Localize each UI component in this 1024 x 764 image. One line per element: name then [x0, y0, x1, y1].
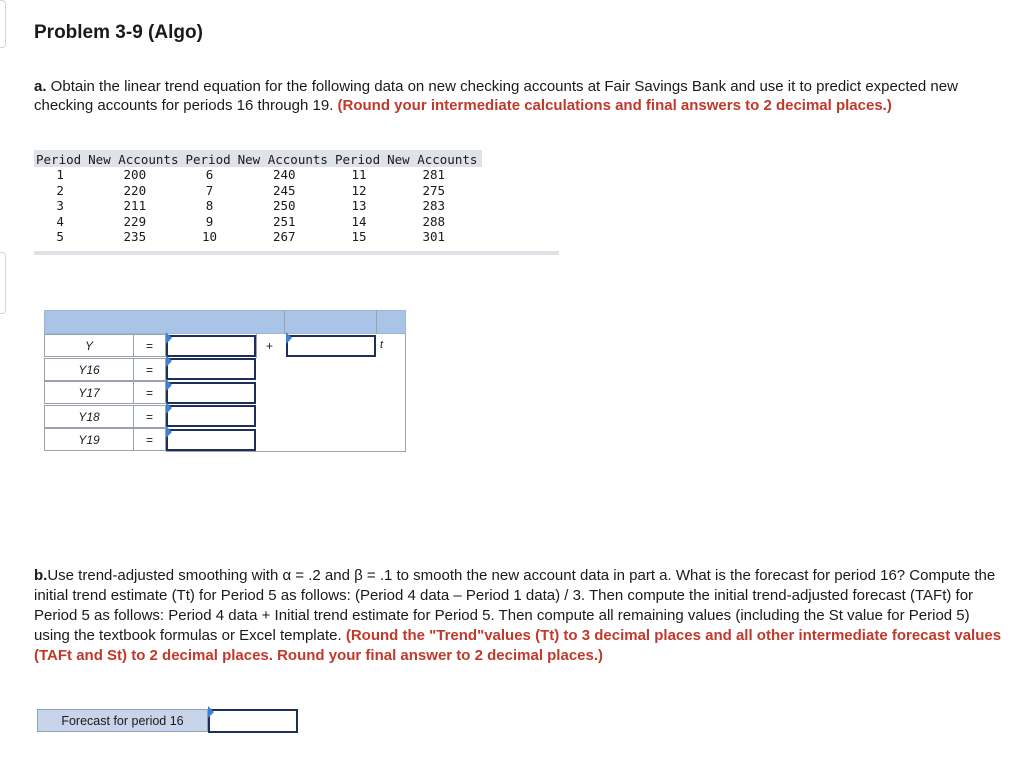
column-header: Period: [183, 150, 235, 167]
forecast-period-16-input[interactable]: [208, 709, 298, 733]
accounts-cell: 275: [422, 182, 446, 198]
column-header: New Accounts: [86, 150, 183, 167]
table-row: [34, 198, 482, 214]
grid-divider: [405, 334, 406, 452]
column-header: New Accounts: [236, 150, 333, 167]
part-a-text: Obtain the linear trend equation for the following data on new checking accounts at Fair Savings Bank and use it to predict expected new checking accounts for periods 16 through 19.: [34, 78, 958, 114]
period-cell: 1: [56, 167, 64, 183]
table-row: [34, 183, 482, 199]
grid-header-bar: [44, 310, 406, 334]
trend-equation-grid: [44, 310, 406, 452]
problem-title: Problem 3-9 (Algo): [34, 22, 203, 43]
part-a-lead: a.: [34, 78, 47, 95]
grid-divider: [256, 334, 257, 358]
accounts-cell: 240: [272, 167, 296, 183]
y18-input[interactable]: [166, 405, 256, 427]
accounts-cell: 251: [272, 213, 296, 229]
table-row: [34, 229, 482, 245]
row-label-y18: Y18: [44, 405, 134, 428]
grid-divider: [284, 310, 285, 334]
side-tab-edge: [0, 252, 6, 314]
row-label-y17: Y17: [44, 381, 134, 404]
accounts-cell: 288: [422, 213, 446, 229]
column-header: New Accounts: [385, 150, 482, 167]
part-b-text: Use trend-adjusted smoothing with α = .2 and β = .1 to smooth the new account data in part a. What is the forecast for period 16? Compute the initial trend estimate (Tt) for Period 5 as follows: (Period 4 data – Period 1 data) / 3. Then compute the initial trend-adjusted forecast (TAFt) for Period 5 as follows: Period 4 data + Initial trend estimate for Period 5. Then compute all remaining values (including the St value for Period 5) using the textbook formulas or Excel template.: [34, 567, 996, 644]
period-cell: 5: [56, 229, 64, 245]
accounts-cell: 301: [422, 229, 446, 245]
row-label-y19: Y19: [44, 428, 134, 451]
accounts-cell: 267: [272, 229, 296, 245]
period-cell: 10: [202, 229, 218, 245]
period-cell: 12: [351, 182, 367, 198]
period-cell: 3: [56, 198, 64, 214]
table-row: [34, 167, 482, 183]
column-header: Period: [333, 150, 385, 167]
accounts-cell: 245: [272, 182, 296, 198]
equals-sign: =: [134, 334, 166, 357]
y17-input[interactable]: [166, 382, 256, 404]
table-bottom-rule: [34, 251, 559, 255]
row-label-y: Y: [44, 334, 134, 357]
accounts-cell: 220: [123, 182, 147, 198]
part-b-question: [34, 566, 1006, 666]
accounts-cell: 200: [123, 167, 147, 183]
equals-sign: =: [134, 405, 166, 428]
slope-input[interactable]: [286, 335, 376, 357]
part-a-question: [34, 77, 1006, 115]
part-a-instruction: (Round your intermediate calculations and final answers to 2 decimal places.): [337, 97, 892, 114]
period-cell: 14: [351, 213, 367, 229]
period-cell: 11: [351, 167, 367, 183]
period-cell: 8: [205, 198, 214, 214]
accounts-cell: 235: [123, 229, 147, 245]
accounts-cell: 229: [123, 213, 147, 229]
accounts-cell: 283: [422, 198, 446, 214]
period-cell: 13: [351, 198, 367, 214]
accounts-cell: 281: [422, 167, 446, 183]
plus-sign: +: [266, 339, 274, 353]
row-label-y16: Y16: [44, 358, 134, 381]
period-cell: 4: [56, 213, 64, 229]
intercept-input[interactable]: [166, 335, 256, 357]
time-variable: t: [380, 339, 384, 351]
equals-sign: =: [134, 358, 166, 381]
equals-sign: =: [134, 381, 166, 404]
period-cell: 7: [205, 182, 214, 198]
equals-sign: =: [134, 428, 166, 451]
period-cell: 2: [56, 182, 64, 198]
accounts-data-table: [34, 150, 482, 245]
grid-divider: [166, 451, 406, 452]
part-b-lead: b.: [34, 567, 48, 584]
y19-input[interactable]: [166, 429, 256, 451]
period-cell: 6: [205, 167, 214, 183]
column-header: Period: [34, 150, 86, 167]
forecast-period-16-label: Forecast for period 16: [37, 709, 208, 732]
side-tab-edge: [0, 0, 6, 48]
period-cell: 15: [351, 229, 367, 245]
table-row: [34, 214, 482, 230]
period-cell: 9: [205, 213, 214, 229]
part-b-instruction: (Round the "Trend"values (Tt) to 3 decimal places and all other intermediate forecast values (TAFt and St) to 2 decimal places. Round your final answer to 2 decimal places.): [34, 627, 1002, 664]
accounts-cell: 211: [123, 198, 147, 214]
accounts-cell: 250: [272, 198, 296, 214]
grid-divider: [376, 310, 377, 334]
y16-input[interactable]: [166, 358, 256, 380]
